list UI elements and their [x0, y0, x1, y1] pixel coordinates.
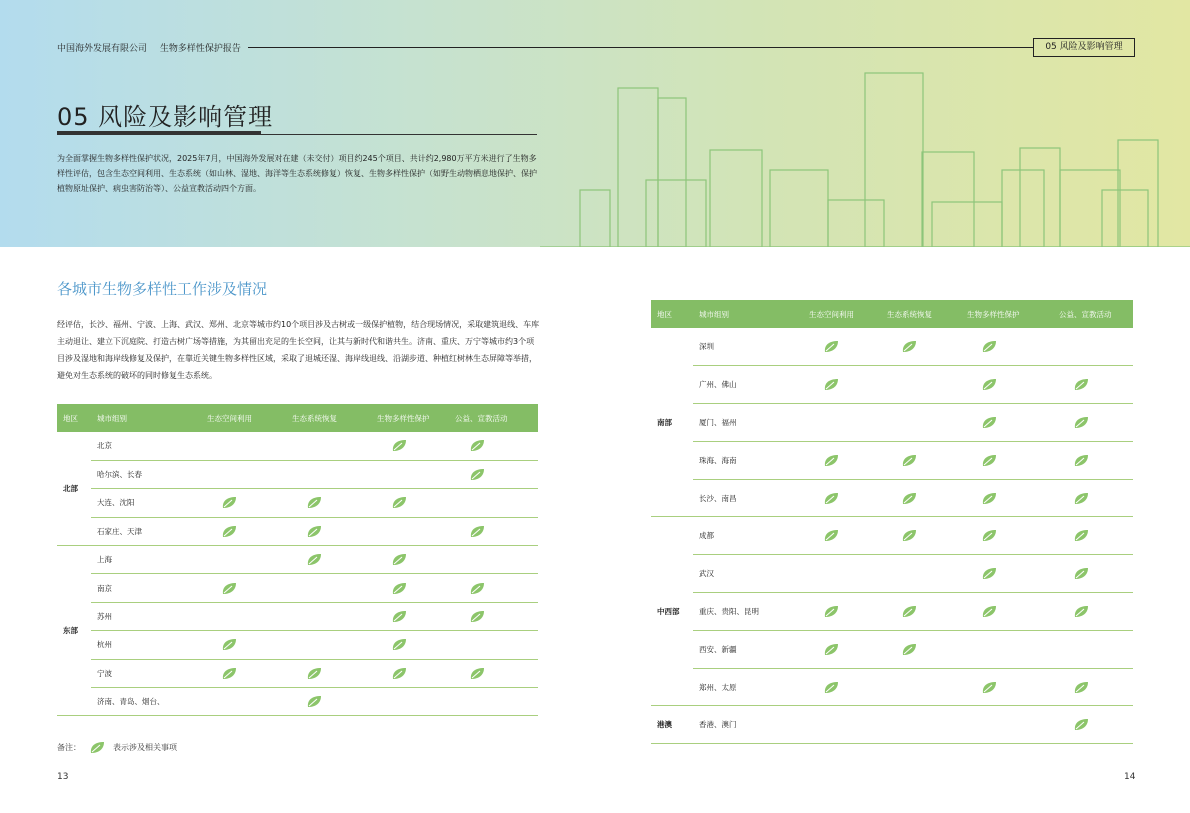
- leaf-icon: [901, 605, 917, 618]
- city-skyline-illustration: [540, 70, 1190, 247]
- leaf-icon: [1073, 529, 1089, 542]
- mark-cell: [371, 602, 449, 630]
- leaf-icon: [306, 553, 322, 566]
- city-cell: 长沙、南昌: [693, 479, 803, 517]
- leaf-icon: [901, 492, 917, 505]
- mark-cell: [961, 706, 1053, 744]
- leaf-icon: [306, 695, 322, 708]
- mark-cell: [371, 517, 449, 545]
- city-cell: 哈尔滨、长春: [91, 460, 201, 488]
- city-cell: 厦门、福州: [693, 404, 803, 442]
- mark-cell: [961, 404, 1053, 442]
- mark-cell: [449, 460, 538, 488]
- col-city: 城市组别: [693, 300, 803, 328]
- mark-cell: [1053, 404, 1133, 442]
- leaf-icon: [469, 610, 485, 623]
- leaf-icon: [1073, 378, 1089, 391]
- mark-cell: [286, 602, 371, 630]
- leaf-icon: [221, 638, 237, 651]
- table-row: [651, 366, 1133, 404]
- leaf-icon: [1073, 681, 1089, 694]
- leaf-icon: [981, 492, 997, 505]
- mark-cell: [286, 489, 371, 517]
- mark-cell: [371, 460, 449, 488]
- mark-cell: [961, 328, 1053, 366]
- table-row: [651, 441, 1133, 479]
- col-region: 地区: [57, 404, 91, 432]
- city-cell: 香港、澳门: [693, 706, 803, 744]
- mark-cell: [881, 328, 961, 366]
- leaf-icon: [469, 439, 485, 452]
- note-text: 表示涉及相关事项: [113, 743, 177, 752]
- mark-cell: [1053, 328, 1133, 366]
- mark-cell: [286, 460, 371, 488]
- table-row: [57, 517, 538, 545]
- mark-cell: [371, 659, 449, 687]
- leaf-icon: [901, 454, 917, 467]
- table-header-row: [651, 300, 1133, 328]
- section-title: 各城市生物多样性工作涉及情况: [57, 280, 268, 298]
- col-biodiversity: 生物多样性保护: [961, 300, 1053, 328]
- mark-cell: [1053, 555, 1133, 593]
- mark-cell: [961, 517, 1053, 555]
- leaf-icon: [823, 605, 839, 618]
- col-education: 公益、宣教活动: [449, 404, 538, 432]
- col-restore: 生态系统恢复: [286, 404, 371, 432]
- leaf-icon: [469, 667, 485, 680]
- leaf-icon: [823, 643, 839, 656]
- mark-cell: [371, 546, 449, 574]
- leaf-icon: [1073, 416, 1089, 429]
- mark-cell: [881, 630, 961, 668]
- table-row: [57, 546, 538, 574]
- leaf-icon: [221, 667, 237, 680]
- mark-cell: [286, 659, 371, 687]
- mark-cell: [803, 328, 881, 366]
- mark-cell: [371, 631, 449, 659]
- col-space: 生态空间利用: [201, 404, 286, 432]
- leaf-icon: [823, 378, 839, 391]
- region-cell: 东部: [57, 546, 91, 716]
- mark-cell: [1053, 668, 1133, 706]
- table-row: [651, 517, 1133, 555]
- page-title: 05 风险及影响管理: [57, 103, 274, 131]
- city-cell: 深圳: [693, 328, 803, 366]
- mark-cell: [201, 460, 286, 488]
- leaf-icon: [823, 492, 839, 505]
- mark-cell: [286, 432, 371, 460]
- city-cell: 大连、沈阳: [91, 489, 201, 517]
- table-header-row: [57, 404, 538, 432]
- mark-cell: [201, 489, 286, 517]
- mark-cell: [286, 574, 371, 602]
- leaf-icon: [1073, 567, 1089, 580]
- mark-cell: [803, 706, 881, 744]
- mark-cell: [449, 688, 538, 716]
- mark-cell: [961, 593, 1053, 631]
- mark-cell: [803, 479, 881, 517]
- mark-cell: [201, 574, 286, 602]
- city-cell: 苏州: [91, 602, 201, 630]
- mark-cell: [961, 555, 1053, 593]
- table-row: [651, 668, 1133, 706]
- col-restore: 生态系统恢复: [881, 300, 961, 328]
- col-city: 城市组别: [91, 404, 201, 432]
- leaf-icon: [823, 340, 839, 353]
- region-cell: 中西部: [651, 517, 693, 706]
- leaf-icon: [901, 529, 917, 542]
- mark-cell: [803, 517, 881, 555]
- mark-cell: [371, 574, 449, 602]
- leaf-icon: [981, 605, 997, 618]
- note-label: 备注：: [57, 743, 81, 752]
- leaf-icon: [306, 667, 322, 680]
- leaf-icon: [469, 468, 485, 481]
- mark-cell: [1053, 593, 1133, 631]
- intro-paragraph: 为全面掌握生物多样性保护状况，2025年7月，中国海外发展对在建（未交付）项目约245个项目、共计约2,980万平方米进行了生物多样性评估，包含生态空间利用、生态系统（如山林、湿地、海洋等生态系统修复）恢复、生物多样性保护（如野生动物栖息地保护、保护植物原址保护、病虫害防治等）、公益宣教活动四个方面。: [57, 154, 537, 193]
- leaf-icon: [1073, 718, 1089, 731]
- region-cell: 北部: [57, 432, 91, 546]
- city-cell: 珠海、海南: [693, 441, 803, 479]
- leaf-icon: [391, 667, 407, 680]
- col-region: 地区: [651, 300, 693, 328]
- city-cell: 南京: [91, 574, 201, 602]
- mark-cell: [803, 593, 881, 631]
- col-education: 公益、宣教活动: [1053, 300, 1133, 328]
- city-cell: 郑州、太原: [693, 668, 803, 706]
- city-cell: 北京: [91, 432, 201, 460]
- mark-cell: [881, 441, 961, 479]
- mark-cell: [881, 555, 961, 593]
- leaf-icon: [221, 582, 237, 595]
- leaf-icon: [1073, 454, 1089, 467]
- city-cell: 杭州: [91, 631, 201, 659]
- city-cell: 重庆、贵阳、昆明: [693, 593, 803, 631]
- table-row: [57, 688, 538, 716]
- mark-cell: [803, 366, 881, 404]
- mark-cell: [201, 659, 286, 687]
- leaf-icon: [981, 681, 997, 694]
- leaf-icon: [901, 643, 917, 656]
- leaf-icon: [391, 439, 407, 452]
- leaf-icon: [306, 496, 322, 509]
- table-row: [57, 574, 538, 602]
- leaf-icon: [469, 582, 485, 595]
- mark-cell: [286, 546, 371, 574]
- mark-cell: [286, 688, 371, 716]
- right-table: [651, 300, 1133, 744]
- mark-cell: [1053, 630, 1133, 668]
- mark-cell: [881, 479, 961, 517]
- mark-cell: [201, 602, 286, 630]
- city-cell: 广州、佛山: [693, 366, 803, 404]
- mark-cell: [201, 546, 286, 574]
- leaf-icon: [901, 340, 917, 353]
- leaf-icon: [981, 416, 997, 429]
- leaf-icon: [391, 496, 407, 509]
- mark-cell: [371, 688, 449, 716]
- mark-cell: [449, 602, 538, 630]
- mark-cell: [201, 688, 286, 716]
- mark-cell: [1053, 366, 1133, 404]
- mark-cell: [961, 630, 1053, 668]
- company-name: 中国海外发展有限公司: [57, 44, 148, 54]
- table-row: [57, 460, 538, 488]
- table-row: [57, 631, 538, 659]
- section-tab: 05 风险及影响管理: [1033, 38, 1135, 57]
- mark-cell: [1053, 517, 1133, 555]
- table-row: [651, 479, 1133, 517]
- mark-cell: [201, 631, 286, 659]
- city-cell: 石家庄、天津: [91, 517, 201, 545]
- mark-cell: [201, 432, 286, 460]
- mark-cell: [961, 366, 1053, 404]
- mark-cell: [961, 668, 1053, 706]
- mark-cell: [1053, 441, 1133, 479]
- mark-cell: [961, 441, 1053, 479]
- region-cell: 港澳: [651, 706, 693, 744]
- city-cell: 济南、青岛、烟台、: [91, 688, 201, 716]
- table-row: [57, 659, 538, 687]
- mark-cell: [881, 517, 961, 555]
- leaf-icon: [391, 582, 407, 595]
- mark-cell: [881, 404, 961, 442]
- leaf-icon: [981, 378, 997, 391]
- leaf-icon: [89, 741, 105, 754]
- legend-note: [57, 741, 177, 754]
- city-cell: 西安、新疆: [693, 630, 803, 668]
- mark-cell: [286, 517, 371, 545]
- mark-cell: [449, 574, 538, 602]
- running-header: [57, 41, 251, 54]
- mark-cell: [881, 668, 961, 706]
- mark-cell: [803, 668, 881, 706]
- city-cell: 成都: [693, 517, 803, 555]
- leaf-icon: [981, 567, 997, 580]
- col-space: 生态空间利用: [803, 300, 881, 328]
- mark-cell: [371, 489, 449, 517]
- title-underline: [57, 134, 537, 135]
- leaf-icon: [981, 340, 997, 353]
- mark-cell: [449, 489, 538, 517]
- leaf-icon: [391, 638, 407, 651]
- mark-cell: [449, 659, 538, 687]
- mark-cell: [201, 517, 286, 545]
- page-number-right: 14: [1124, 772, 1136, 782]
- mark-cell: [881, 366, 961, 404]
- mark-cell: [449, 631, 538, 659]
- city-cell: 武汉: [693, 555, 803, 593]
- mark-cell: [449, 432, 538, 460]
- left-table: [57, 404, 538, 716]
- table-row: [57, 602, 538, 630]
- mark-cell: [881, 706, 961, 744]
- city-cell: 宁波: [91, 659, 201, 687]
- table-row: [651, 706, 1133, 744]
- table-row: [57, 432, 538, 460]
- mark-cell: [803, 441, 881, 479]
- leaf-icon: [981, 529, 997, 542]
- mark-cell: [803, 555, 881, 593]
- mark-cell: [803, 404, 881, 442]
- leaf-icon: [221, 496, 237, 509]
- leaf-icon: [306, 525, 322, 538]
- mark-cell: [961, 479, 1053, 517]
- leaf-icon: [391, 553, 407, 566]
- table-row: [651, 328, 1133, 366]
- leaf-icon: [823, 529, 839, 542]
- table-row: [651, 404, 1133, 442]
- mark-cell: [881, 593, 961, 631]
- leaf-icon: [221, 525, 237, 538]
- leaf-icon: [469, 525, 485, 538]
- report-name: 生物多样性保护报告: [159, 44, 241, 54]
- mark-cell: [449, 517, 538, 545]
- leaf-icon: [1073, 605, 1089, 618]
- leaf-icon: [823, 454, 839, 467]
- mark-cell: [449, 546, 538, 574]
- mark-cell: [1053, 706, 1133, 744]
- region-cell: 南部: [651, 328, 693, 517]
- col-biodiversity: 生物多样性保护: [371, 404, 449, 432]
- header-rule: [248, 47, 1033, 48]
- city-cell: 上海: [91, 546, 201, 574]
- body-paragraph: 经评估，长沙、福州、宁波、上海、武汉、郑州、北京等城市约10个项目涉及古树或一级保护植物，结合现场情况，采取建筑退线、车库主动退让、建立下沉庭院、打造古树广场等措施，为其留出充足的生长空间，让其与新时代和谐共生。济南、重庆、万宁等城市约3个项目涉及湿地和海岸线修复及保护，在靠近关键生物多样性区域，采取了退城还湿、海岸线退线、沿湖步道、种植红树林生态屏障等举措，避免对生态系统的破坏的同时修复生态系统。: [57, 320, 540, 380]
- table-row: [57, 489, 538, 517]
- table-row: [651, 555, 1133, 593]
- page-number-left: 13: [57, 772, 69, 782]
- mark-cell: [286, 631, 371, 659]
- leaf-icon: [823, 681, 839, 694]
- mark-cell: [371, 432, 449, 460]
- leaf-icon: [981, 454, 997, 467]
- table-row: [651, 630, 1133, 668]
- mark-cell: [803, 630, 881, 668]
- mark-cell: [1053, 479, 1133, 517]
- leaf-icon: [1073, 492, 1089, 505]
- leaf-icon: [391, 610, 407, 623]
- table-row: [651, 593, 1133, 631]
